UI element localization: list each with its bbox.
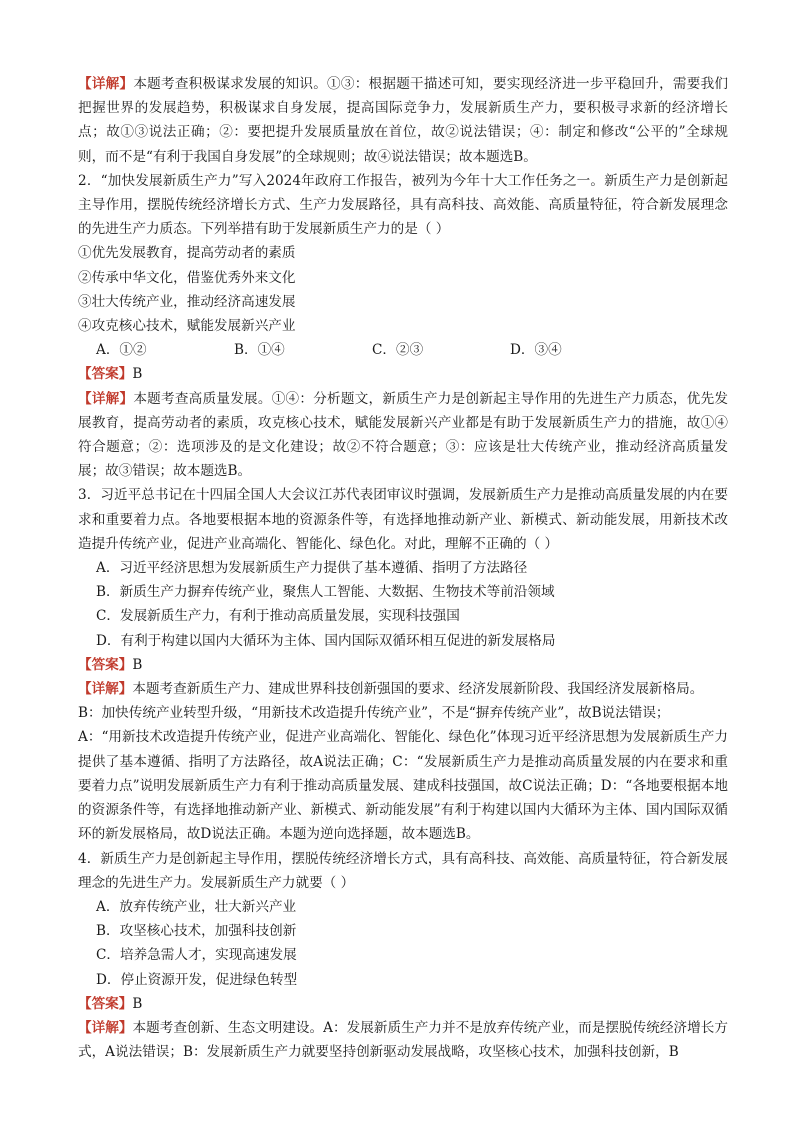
detail-paragraph [78, 387, 728, 484]
explanation-paragraph: A：“用新技术改造提升传统产业，促进产业高端化、智能化、绿色化”体现习近平经济思想为发展新质生产力提供了基本遵循、指明了方法路径，故A说法正确；C：“发展新质生产力是推动高质量发展的内在要求和重要着力点”说明发展新质生产力有利于推动高质量发展、建成科技强国，故C说法正确；D：“各地要根据本地的资源条件等，有选择地推动新产业、新模式、新动能发展”有利于构建以国内大循环为主体、国内国际双循环的新发展格局，故D说法正确。本题为逆向选择题，故本题选B。 [78, 729, 728, 843]
answer-tag: 【答案】 [78, 366, 133, 383]
answer-option: A．习近平经济思想为发展新质生产力提供了基本遵循、指明了方法路径 [96, 560, 528, 577]
detail-text: 本题考查高质量发展。①④：分析题文，新质生产力是创新起主导作用的先进生产力质态，优先发展教育，提高劳动者的素质，攻克核心技术，赋能发展新兴产业都是有助于发展新质生产力的措施，故①④符合题意；②：选项涉及的是文化建设；故②不符合题意；③：应该是壮大传统产业，推动经济高质量发展；故③错误；故本题选B。 [78, 390, 729, 480]
answer-option: B．攻坚核心技术，加强科技创新 [96, 923, 297, 940]
answer-option: D．有利于构建以国内大循环为主体、国内国际双循环相互促进的新发展格局 [96, 632, 556, 649]
question-stem: 2．“加快发展新质生产力”写入2024年政府工作报告，被列为今年十大工作任务之一。新质生产力是创新起主导作用，摆脱传统经济增长方式、生产力发展路径，具有高科技、高效能、高质量特征，符合新发展理念的先进生产力质态。下列举措有助于发展新质生产力的是（ ） [78, 172, 728, 238]
detail-paragraph [78, 72, 728, 169]
choice-option: C．②③ [372, 342, 424, 359]
answer-option: A．放弃传统产业，壮大新兴产业 [96, 898, 297, 915]
question-stem: 4．新质生产力是创新起主导作用，摆脱传统经济增长方式，具有高科技、高效能、高质量特征，符合新发展理念的先进生产力。发展新质生产力就要（ ） [78, 850, 728, 891]
statement-item: ③壮大传统产业，推动经济高速发展 [78, 293, 296, 310]
detail-tag: 【详解】 [78, 681, 133, 698]
question-stem: 3．习近平总书记在十四届全国人大会议江苏代表团审议时强调，发展新质生产力是推动高质量发展的内在要求和重要着力点。各地要根据本地的资源条件等，有选择地推动新产业、新模式、新动能发展，用新技术改造提升传统产业，促进产业高端化、智能化、绿色化。对此，理解不正确的（ ） [78, 487, 728, 552]
detail-paragraph [78, 677, 728, 701]
statement-item: ①优先发展教育，提高劳动者的素质 [78, 245, 296, 262]
detail-text: 本题考查创新、生态文明建设。A：发展新质生产力并不是放弃传统产业，而是摆脱传统经济增长方式，A说法错误；B：发展新质生产力就要坚持创新驱动发展战略，攻坚核心技术，加强科技创新，B [78, 1019, 728, 1061]
statement-item: ②传承中华文化，借鉴优秀外来文化 [78, 269, 296, 286]
statement-item: ④攻克核心技术，赋能发展新兴产业 [78, 318, 296, 335]
choice-option: B．①④ [234, 342, 285, 359]
answer-line [78, 362, 728, 386]
choice-row [78, 338, 728, 362]
answer-value: B [132, 366, 143, 383]
answer-option: C．培养急需人才，实现高速发展 [96, 947, 297, 964]
choice-option: D．③④ [510, 342, 562, 359]
document-page [78, 72, 728, 1064]
answer-value: B [132, 656, 143, 673]
answer-value: B [132, 995, 143, 1012]
detail-tag: 【详解】 [78, 1019, 133, 1036]
answer-line [78, 653, 728, 677]
choice-option: A．①② [96, 342, 147, 359]
answer-option: C．发展新质生产力，有利于推动高质量发展，实现科技强国 [96, 608, 460, 625]
detail-paragraph [78, 1016, 728, 1064]
detail-text: 本题考查新质生产力、建成世界科技创新强国的要求、经济发展新阶段、我国经济发展新格局。 [132, 681, 704, 698]
answer-tag: 【答案】 [78, 995, 133, 1012]
detail-text: 本题考查积极谋求发展的知识。①③：根据题干描述可知，要实现经济进一步平稳回升，需要我们把握世界的发展趋势，积极谋求自身发展，提高国际竞争力，发展新质生产力，要积极寻求新的经济增长点；故①③说法正确；②：要把提升发展质量放在首位，故②说法错误；④：制定和修改“公平的”全球规则，而不是“有利于我国自身发展”的全球规则；故④说法错误；故本题选B。 [78, 76, 729, 165]
answer-tag: 【答案】 [78, 656, 133, 673]
detail-tag: 【详解】 [78, 390, 134, 407]
detail-tag: 【详解】 [78, 76, 134, 92]
explanation-paragraph: B：加快传统产业转型升级，“用新技术改造提升传统产业”，不是“摒弃传统产业”，故B说法错误； [78, 705, 670, 722]
answer-line [78, 992, 728, 1016]
answer-option: B．新质生产力摒弃传统产业，聚焦人工智能、大数据、生物技术等前沿领域 [96, 584, 555, 601]
answer-option: D．停止资源开发，促进绿色转型 [96, 971, 298, 988]
